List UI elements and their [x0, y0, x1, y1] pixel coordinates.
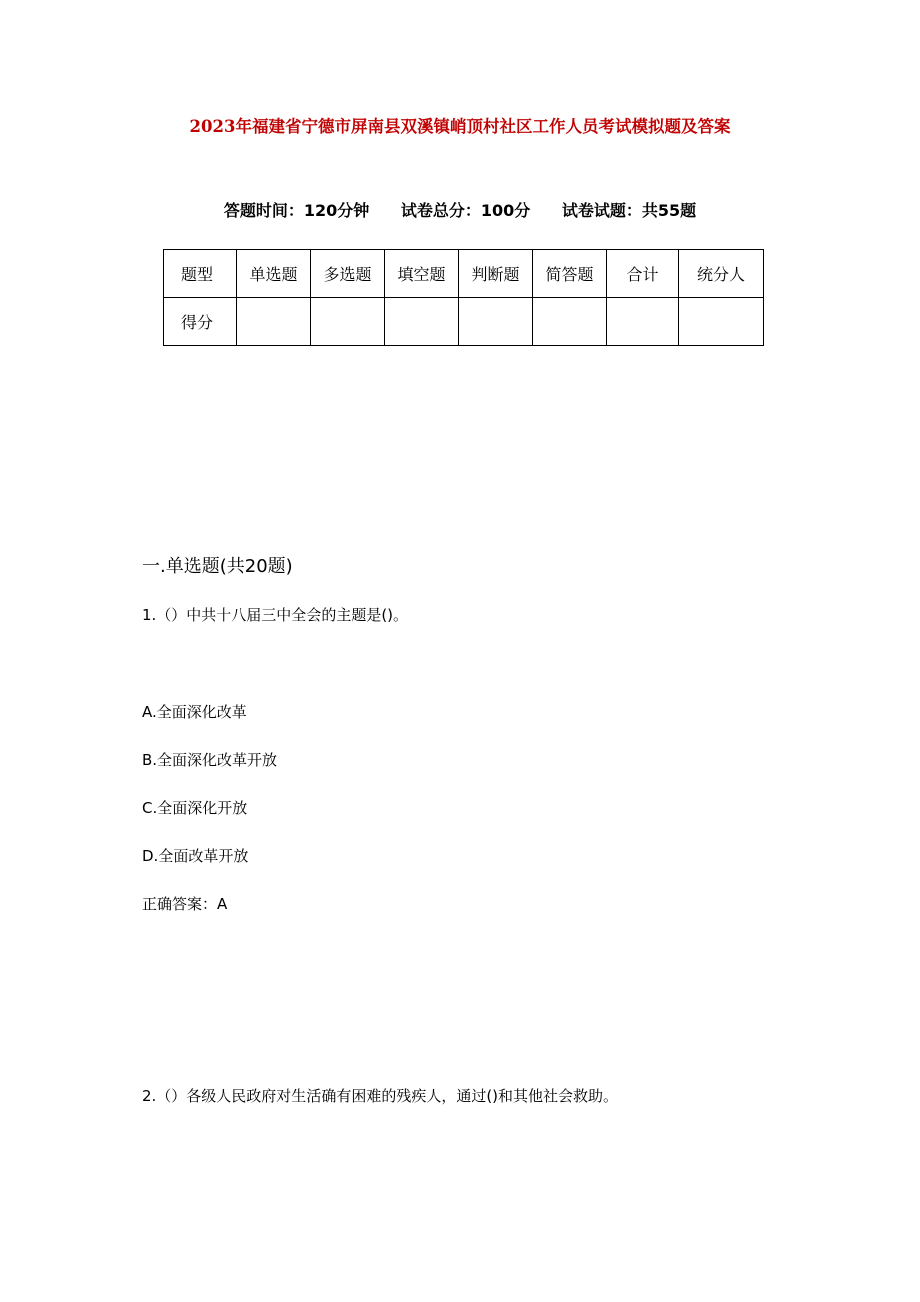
score-cell — [385, 298, 459, 346]
score-cell — [607, 298, 679, 346]
score-cell — [533, 298, 607, 346]
score-cell — [237, 298, 311, 346]
score-cell — [311, 298, 385, 346]
score-table-score-row — [164, 298, 764, 346]
score-row-label: 得分 — [164, 298, 237, 346]
question-stem: 2.（）各级人民政府对生活确有困难的残疾人，通过()和其他社会救助。 — [142, 1087, 619, 1105]
score-cell — [679, 298, 764, 346]
score-table-header-cell: 简答题 — [533, 250, 607, 298]
question-option: A.全面深化改革 — [142, 703, 247, 721]
question-option: B.全面深化改革开放 — [142, 751, 278, 769]
score-cell — [459, 298, 533, 346]
score-table-header-cell: 统分人 — [679, 250, 764, 298]
exam-meta — [0, 198, 920, 221]
section-heading: 一.单选题(共20题) — [142, 556, 293, 577]
score-table-header-row — [164, 250, 764, 298]
question-option: D.全面改革开放 — [142, 847, 249, 865]
exam-question-count: 试卷试题：共55题 — [561, 201, 697, 220]
score-table-header-cell: 多选题 — [311, 250, 385, 298]
exam-total-score: 试卷总分：100分 — [400, 201, 531, 220]
document-title: 2023年福建省宁德市屏南县双溪镇峭顶村社区工作人员考试模拟题及答案 — [189, 117, 731, 136]
question-stem: 1.（）中共十八届三中全会的主题是()。 — [142, 606, 409, 624]
question-option: C.全面深化开放 — [142, 799, 248, 817]
exam-duration: 答题时间：120分钟 — [223, 201, 370, 220]
score-table-header-cell: 单选题 — [237, 250, 311, 298]
score-table-header-cell: 合计 — [607, 250, 679, 298]
score-table — [163, 249, 764, 346]
score-table-header-cell: 题型 — [164, 250, 237, 298]
correct-answer: 正确答案：A — [142, 895, 228, 913]
score-table-header-cell: 填空题 — [385, 250, 459, 298]
score-table-header-cell: 判断题 — [459, 250, 533, 298]
